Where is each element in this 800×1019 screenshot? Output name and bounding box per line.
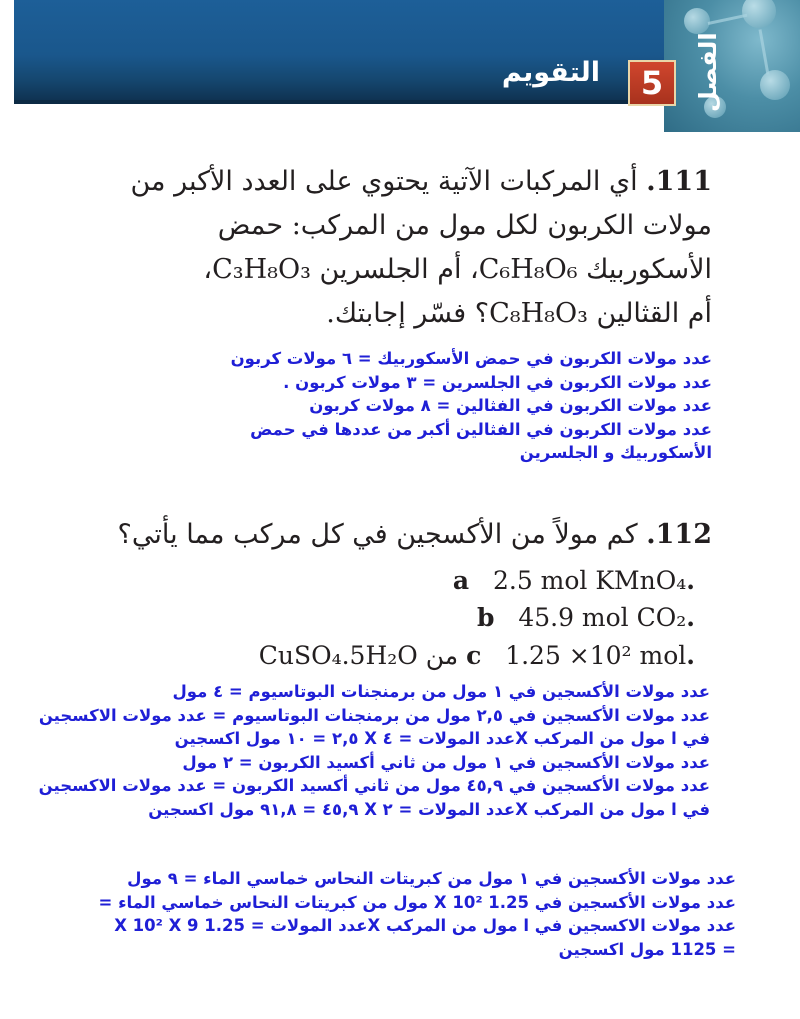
chapter-banner [14, 0, 800, 118]
answer-line: عدد مولات الأكسجين في ١ مول من كبريتات النحاس خماسي الماء = ٩ مول [127, 869, 736, 888]
question-112-prompt: 112. كم مولاً من الأكسجين في كل مركب مما يأتي؟ [117, 519, 712, 550]
answer-line: عدد مولات الاكسجين في ا مول من المركب Xعدد المولات = 1.25 X 10² X 9 [114, 916, 736, 936]
option-letter: .a [452, 566, 695, 595]
question-number: 112. [646, 519, 712, 550]
option-letter: .b [476, 603, 695, 632]
answer-line: = 1125 مول اكسجين [558, 939, 736, 959]
answer-line: في ا مول من المركب Xعدد المولات = ٢ X ٤٥,٩ = ٩١,٨ مول اكسجين [148, 799, 710, 819]
question-111-line-1: 111. أي المركبات الآتية يحتوي على العدد الأكبر من [130, 166, 712, 197]
answer-line: عدد مولات الأكسجين في ١ مول من برمنجنات البوتاسيوم = ٤ مول [172, 682, 710, 701]
option-formula: CuSO₄.5H₂O [258, 641, 418, 670]
answer-line: عدد مولات الأكسجين في 1.25 X 10² مول من كبريتات النحاس خماسي الماء = [98, 892, 736, 912]
answer-112-ab [0, 680, 710, 822]
section-title: التقويم [501, 57, 600, 88]
option-a [453, 566, 695, 595]
chapter-label: الفصل [694, 32, 722, 112]
answer-112-c [16, 867, 736, 961]
banner-bar [14, 0, 664, 104]
question-number: 111. [646, 166, 712, 197]
question-111-line-4: أم القثالين C₈H₈O₃؟ فسّر إجابتك. [326, 298, 712, 329]
question-111 [112, 160, 712, 336]
option-c [259, 641, 695, 670]
glycerin-formula: C₃H₈O₃ [212, 254, 311, 285]
answer-line: عدد مولات الأكسجين في ١ مول من ثاني أكسيد الكربون = ٢ مول [182, 752, 710, 772]
chapter-number: 5 [628, 60, 676, 106]
answer-line: عدد مولات الكربون في الجلسرين = ٣ مولات كربون . [283, 372, 712, 392]
option-text: 45.9 mol CO₂ [518, 603, 687, 632]
answer-line: عدد مولات الكربون في حمض الأسكوربيك = ٦ مولات كربون [230, 349, 712, 368]
question-111-line-2: مولات الكربون لكل مول من المركب: حمض [217, 210, 712, 241]
answer-line: عدد مولات الأكسجين في ٢,٥ مول من برمنجنات البوتاسيوم = عدد مولات الاكسجين [38, 705, 710, 725]
option-letter: .c [466, 641, 695, 670]
option-b [477, 603, 695, 632]
option-of: من [425, 641, 459, 670]
answer-line: عدد مولات الكربون في الفثالين أكبر من عددها في حمض [250, 419, 712, 439]
answer-line: الأسكوربيك و الجلسرين [519, 443, 712, 463]
answer-111 [152, 347, 712, 465]
answer-line: عدد مولات الأكسجين في ٤٥,٩ مول من ثاني أكسيد الكربون = عدد مولات الاكسجين [38, 776, 710, 796]
question-111-line-3: الأسكوربيك C₆H₈O₆، أم الجلسرين C₃H₈O₃، [203, 254, 712, 285]
molecule-decoration [664, 0, 800, 132]
option-text: 2.5 mol KMnO₄ [492, 566, 687, 595]
option-amount: 1.25 ×10² mol [505, 641, 687, 670]
answer-line: في ا مول من المركب Xعدد المولات = ٤ X ٢,٥ = ١٠ مول اكسجين [174, 729, 710, 749]
question-112 [112, 515, 712, 555]
answer-line: عدد مولات الكربون في الفثالين = ٨ مولات كربون [309, 396, 712, 416]
ascorbic-formula: C₆H₈O₆ [478, 254, 578, 285]
